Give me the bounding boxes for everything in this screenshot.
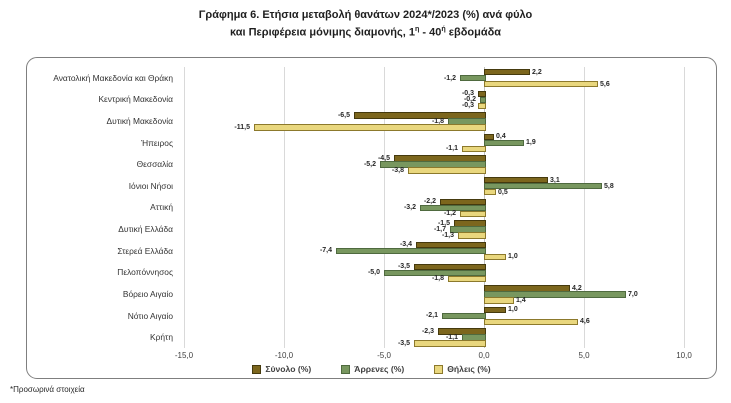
bar-value-label: -4,5 bbox=[377, 154, 390, 162]
footnote: *Προσωρινά στοιχεία bbox=[10, 385, 85, 394]
legend-swatch-icon bbox=[341, 365, 350, 374]
x-axis-tick-label: -15,0 bbox=[174, 351, 194, 360]
category-label: Κρήτη bbox=[150, 332, 173, 343]
x-axis-tick-label: -10,0 bbox=[274, 351, 294, 360]
bar-value-label: 1,9 bbox=[526, 139, 536, 147]
bar-value-label: -1,5 bbox=[437, 219, 450, 227]
bar-value-label: 1,0 bbox=[508, 306, 518, 314]
bar bbox=[460, 75, 486, 81]
bar-value-label: 2,2 bbox=[532, 68, 542, 76]
bar-value-label: -3,2 bbox=[403, 204, 416, 212]
gridline bbox=[584, 67, 585, 348]
bar-value-label: -1,2 bbox=[443, 74, 456, 82]
bar-value-label: -1,8 bbox=[431, 275, 444, 283]
category-label: Δυτική Ελλάδα bbox=[118, 224, 173, 235]
bar-value-label: -3,4 bbox=[399, 241, 412, 249]
bar bbox=[448, 276, 486, 282]
bar-value-label: -3,8 bbox=[391, 166, 404, 174]
bar bbox=[484, 297, 514, 303]
bar bbox=[462, 146, 486, 152]
category-label: Πελοπόννησος bbox=[117, 267, 173, 278]
bar-value-label: 4,2 bbox=[572, 284, 582, 292]
category-axis bbox=[31, 67, 179, 348]
bar-value-label: 5,8 bbox=[603, 182, 614, 190]
bar-value-label: -1,2 bbox=[443, 210, 456, 218]
bar-value-label: -0,3 bbox=[461, 102, 474, 110]
legend-item bbox=[434, 364, 490, 374]
bar bbox=[484, 69, 530, 75]
bar bbox=[484, 254, 506, 260]
legend-swatch-icon bbox=[252, 365, 261, 374]
bar bbox=[484, 81, 598, 87]
legend-label: Θήλεις (%) bbox=[447, 364, 491, 374]
bar-value-label: -11,5 bbox=[234, 123, 250, 131]
category-label: Ιόνιοι Νήσοι bbox=[128, 180, 173, 191]
legend bbox=[27, 364, 716, 374]
category-label: Ανατολική Μακεδονία και Θράκη bbox=[53, 72, 173, 83]
category-label: Αττική bbox=[150, 202, 173, 213]
bar-value-label: -6,5 bbox=[337, 111, 350, 119]
x-axis-tick-label: 5,0 bbox=[578, 351, 590, 360]
x-axis-tick-label: -5,0 bbox=[377, 351, 391, 360]
bar-value-label: -7,4 bbox=[319, 247, 332, 255]
bar-value-label: 0,4 bbox=[496, 133, 506, 141]
bar-value-label: 1,4 bbox=[515, 296, 526, 304]
bar-value-label: 4,6 bbox=[580, 318, 590, 326]
bar-value-label: -2,3 bbox=[421, 327, 434, 335]
bar-value-label: -2,1 bbox=[425, 312, 438, 320]
gridline bbox=[384, 67, 385, 348]
bar bbox=[484, 189, 496, 195]
bar-value-label: -1,3 bbox=[441, 231, 454, 239]
value-axis bbox=[174, 351, 692, 362]
gridline bbox=[684, 67, 685, 348]
bar bbox=[460, 211, 486, 217]
bar bbox=[414, 340, 486, 346]
chart-title-line2: και Περιφέρεια μόνιμης διαμονής, $1^\eta - 40^ή$ εβδομάδα bbox=[229, 24, 502, 39]
bar bbox=[478, 103, 486, 109]
legend-item bbox=[252, 364, 311, 374]
legend-swatch-icon bbox=[434, 365, 443, 374]
bar-value-label: -1,7 bbox=[433, 225, 446, 233]
bar-value-label: -5,0 bbox=[367, 269, 380, 277]
gridline bbox=[284, 67, 285, 348]
bar-value-label: -3,5 bbox=[397, 339, 410, 347]
category-label: Ήπειρος bbox=[141, 137, 173, 148]
x-axis-tick-label: 0,0 bbox=[478, 351, 490, 360]
bar-value-label: -5,2 bbox=[363, 160, 376, 168]
category-label: Δυτική Μακεδονία bbox=[106, 116, 173, 127]
bar bbox=[442, 313, 486, 319]
bar-value-label: 7,0 bbox=[628, 290, 638, 298]
category-label: Στερεά Ελλάδα bbox=[117, 245, 173, 256]
legend-item bbox=[341, 364, 404, 374]
bar bbox=[336, 248, 486, 254]
bar bbox=[458, 232, 486, 238]
bar-value-label: 0,5 bbox=[498, 188, 508, 196]
bar-value-label: -0,2 bbox=[463, 96, 476, 104]
legend-label: Σύνολο (%) bbox=[265, 364, 312, 374]
bar-value-label: 1,0 bbox=[508, 253, 518, 261]
category-label: Νότιο Αιγαίο bbox=[127, 310, 173, 321]
category-label: Βόρειο Αιγαίο bbox=[122, 288, 173, 299]
chart-title-line1: Γράφημα 6. Ετήσια μεταβολή θανάτων 2024*/2023 (%) ανά φύλο bbox=[198, 9, 533, 21]
gridline bbox=[184, 67, 185, 348]
x-axis-tick-label: 10,0 bbox=[676, 351, 692, 360]
plot-area bbox=[184, 67, 684, 348]
chart-area bbox=[26, 57, 717, 379]
bar-value-label: 5,6 bbox=[600, 80, 610, 88]
bar-value-label: -2,2 bbox=[423, 198, 436, 206]
bar bbox=[408, 167, 486, 173]
bar bbox=[254, 124, 486, 130]
legend-label: Άρρενες (%) bbox=[354, 364, 405, 374]
bar-value-label: -3,5 bbox=[397, 263, 410, 271]
chart-title bbox=[0, 8, 731, 42]
category-label: Θεσσαλία bbox=[136, 159, 173, 170]
bar bbox=[484, 319, 578, 325]
bar-value-label: -1,1 bbox=[445, 145, 458, 153]
category-label: Κεντρική Μακεδονία bbox=[98, 94, 173, 105]
bar bbox=[484, 307, 506, 313]
bar-value-label: 3,1 bbox=[550, 176, 560, 184]
bar-value-label: -1,8 bbox=[431, 117, 444, 125]
bar-value-label: -0,3 bbox=[461, 90, 474, 98]
bar bbox=[484, 140, 524, 146]
bar-value-label: -1,1 bbox=[445, 333, 458, 341]
